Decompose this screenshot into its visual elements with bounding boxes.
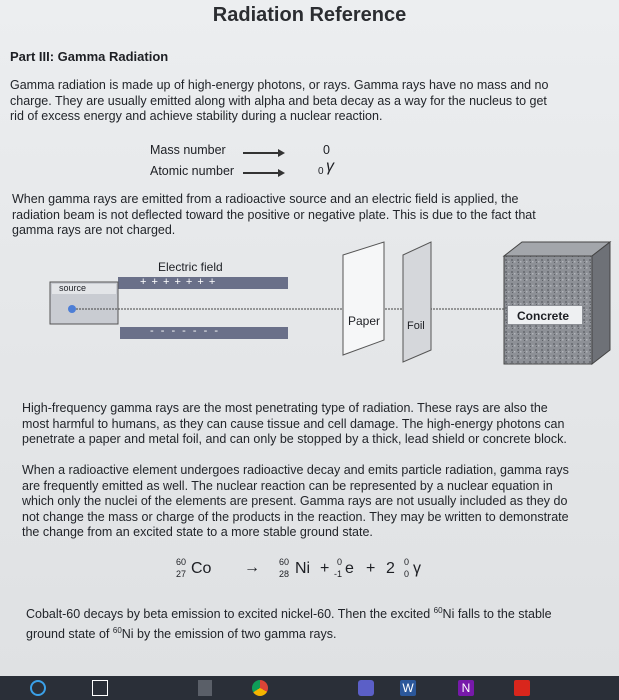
mass-arrow [243, 152, 283, 154]
cobalt-paragraph: Cobalt-60 decays by beta emission to excited nickel-60. Then the excited $^{60}$Ni falls to the stable ground state of $^{60}$Ni by the emission of two gamma rays. [26, 606, 552, 641]
concrete-side [592, 242, 610, 364]
mass-number-label: Mass number [150, 143, 226, 157]
source-label: source [59, 283, 87, 293]
calculator-icon[interactable] [198, 680, 212, 696]
onenote-icon[interactable]: N [458, 680, 474, 696]
minus-signs: - - - - - - - [150, 325, 220, 337]
penetration-paragraph: High-frequency gamma rays are the most penetrating type of radiation. These rays are also the most harmful to humans, as they can cause tissue and cell damage. The high-energy photons can penetrate a paper and metal foil, and can only be stopped by a thick, lead shield or concrete block. [22, 401, 567, 446]
gamma-symbol-eq: γ [413, 560, 421, 577]
plus-sign-2: + [366, 560, 376, 577]
co-symbol: Co [191, 560, 212, 577]
teams-icon[interactable] [358, 680, 374, 696]
page-title: Radiation Reference [212, 4, 407, 26]
plus-signs: + + + + + + + [140, 276, 217, 288]
e-atomic-number: -1 [334, 569, 343, 579]
paper-sheet [343, 242, 384, 355]
intro-paragraph: Gamma radiation is made up of high-energy photons, or rays. Gamma rays have no mass and no charge. They are usually emitted along with alpha and beta decay as a way for the nucleus to get rid of excess energy and achieve stability during a nuclear reaction. [10, 78, 549, 123]
e-symbol: e [345, 560, 354, 577]
atomic-arrow [243, 172, 283, 174]
taskbar [0, 676, 619, 700]
edge-icon[interactable] [30, 680, 46, 696]
reaction-arrow: → [244, 559, 260, 576]
gamma-symbol: γ [326, 158, 334, 175]
paper-label: Paper [348, 314, 381, 328]
foil-label: Foil [407, 320, 425, 332]
gamma-atomic-number: 0 [404, 569, 410, 579]
gamma-mass-number: 0 [404, 557, 410, 567]
ni-atomic-number: 28 [279, 569, 290, 579]
gamma-penetration-diagram [0, 240, 619, 390]
ni-mass-number: 60 [279, 557, 290, 567]
mass-number-value: 0 [323, 143, 330, 157]
co-mass-number: 60 [176, 557, 187, 567]
electric-field-label: Electric field [158, 260, 223, 274]
source-emitter [68, 305, 76, 313]
section-heading: Part III: Gamma Radiation [10, 49, 169, 64]
concrete-label: Concrete [517, 309, 570, 323]
field-paragraph: When gamma rays are emitted from a radioactive source and an electric field is applied, the radiation beam is not deflected toward the positive or negative plate. This is due to the fact that gamma rays are not charged. [12, 192, 536, 237]
atomic-number-label: Atomic number [150, 164, 235, 178]
gamma-coefficient: 2 [386, 560, 395, 577]
word-icon[interactable]: W [400, 680, 416, 696]
decay-paragraph: When a radioactive element undergoes radioactive decay and emits particle radiation, gamma rays are frequently emitted as well. The nuclear reaction can be represented by a nuclear equation in which only the nuclei of the elements are present. Gamma rays are not usually included as they do not change the mass or charge of the products in the reaction. They may be written to demonstrate the change from an excited state to a more stable ground state. [22, 463, 569, 539]
ni-symbol: Ni [295, 560, 311, 577]
e-mass-number: 0 [337, 557, 343, 567]
co-atomic-number: 27 [176, 569, 187, 579]
acrobat-icon[interactable] [514, 680, 530, 696]
task-view-icon[interactable] [92, 680, 108, 696]
foil-sheet [403, 242, 431, 362]
plus-sign-1: + [320, 560, 330, 577]
cobalt-decay-equation [170, 556, 470, 586]
chrome-icon[interactable] [252, 680, 268, 696]
atomic-number-value: 0 [318, 166, 324, 177]
